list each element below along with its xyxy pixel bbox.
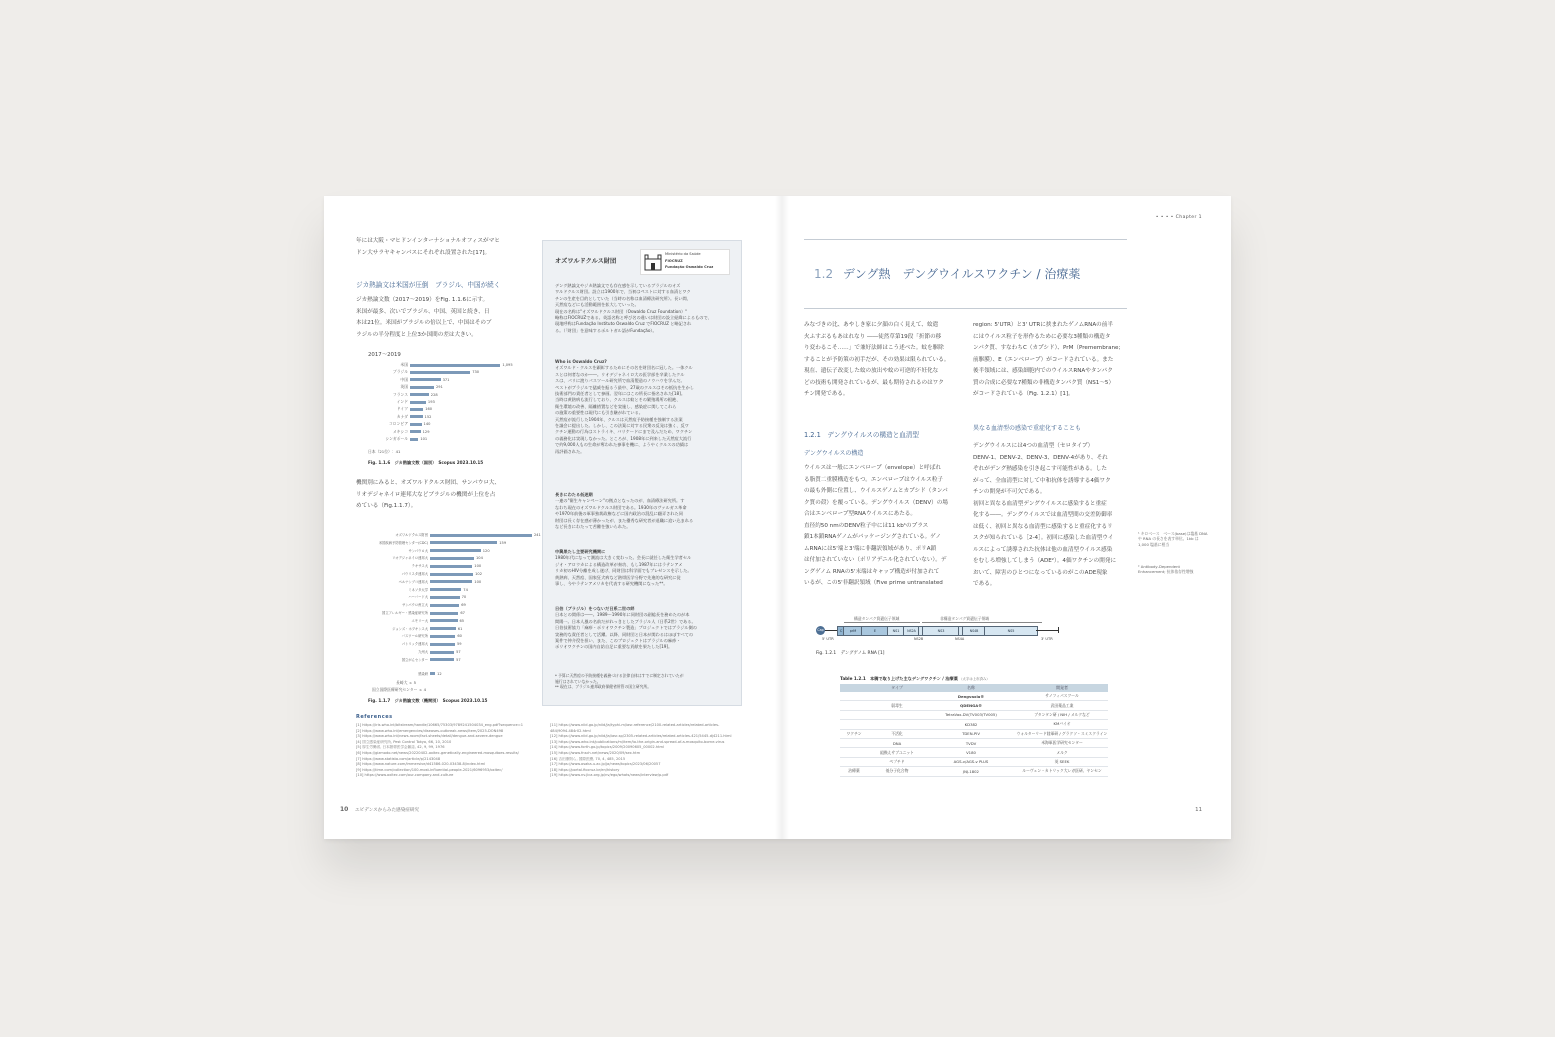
bar-row [356,555,546,561]
bar-label: ペルナンブコ連邦大 [398,579,428,584]
bar-value: 140 [423,422,431,427]
chart-note-1: 長崎大 ｘ 5 [396,680,417,685]
bar [430,541,497,544]
bar [410,430,421,433]
bar [430,627,456,630]
bar-value: 1,095 [502,363,513,367]
bar-row [356,649,546,655]
bar-value: 152 [424,414,432,419]
bar [430,557,474,560]
top-rule [804,239,1127,240]
bar-row [356,406,536,412]
chapter-label: • • • • Chapter 1 [1155,215,1202,220]
bar-row [356,532,546,538]
bar-value: 730 [472,370,480,375]
bar-row [356,594,546,600]
bar-value: 12 [437,671,442,676]
section-heading: ジカ熱論文は米国が圧倒 ブラジル、中国が続く [356,281,501,289]
bar [430,573,473,576]
subsection-heading: 1.2.1 デングウイルスの構造と血清型 [804,431,920,439]
bar-label: コロンビア [389,421,408,427]
bar-label: テキサス大 [411,564,428,569]
bar-value: 228 [430,392,438,397]
table-row: KD382 KMバイオ [840,720,1108,729]
bar [430,619,458,622]
bar-label: カナダ [396,413,408,419]
bar-value: 371 [442,377,450,382]
bar-label: 国立アレルギー・感染症研究所 [382,611,428,615]
footer-book-title: エビデンスからみた感染症研究 [355,808,420,813]
dengue-genome-diagram: 構造タンパク質遺伝子領域 非構造タンパク質遺伝子領域 Cap C prM E NS1 NS2A NS3 NS4B NS5 5' UTR NS2B NS4A 3' UTR Fig. 1.2.1 デングゲノム RNA [1] [816,616,1076,676]
margin-note-ade: ² Antibody-Dependent Enhancement; 抗体依存性増強 [1138,564,1194,575]
fiocruz-column-box [542,240,742,706]
table-row: TetraVax-DV(TV003/TV005) ブタンタン研 / NIH / メルクなど [840,710,1108,719]
box-section-decline: 長きにわたる低迷期 一連の"衛生キャンペーン"の拠点となったのが、血清療法研究所。す なわち現在のオズワルドクルス財団である。1930年のヴァルガス革命 や1970年前後の軍事独裁政権などに国内政治の混乱に翻弄された同 財団は長く存在感が薄かったが、また優秀な研究者が退職に追い込まれる など長きにわたって苦難を強いられた。 [555,492,694,530]
bar-label: 中国 [400,376,408,382]
box-footnotes: * 予算に天然痘の予防接種を義務づける法律自体はすでに制定されていたが 施行はされていなかった。 ** 現在は、ブラジル連邦政府保健省所管の国立研究所。 [555,673,684,690]
bar [410,386,434,389]
bar [410,378,441,381]
bar-row [356,548,546,554]
subsubsection-heading: デングウイルスの構造 [804,450,864,457]
bar-label: ブラジル [392,369,408,375]
bar-row [356,633,546,639]
table-row: ペプチド AGS-v/AGS-v PLUS 英 SEEK [840,757,1108,766]
bar-label: メキシコ [392,428,408,434]
bar [430,672,435,675]
table-row: 組換えサブユニット V180 メルク [840,748,1108,757]
bar-row [356,429,536,435]
bar-value: 59 [456,642,462,647]
bar-value: 101 [420,437,428,441]
serotype-heading: 異なる血清型の感染で重症化することも [973,425,1082,432]
bar-value: 65 [459,618,465,623]
chart-note: 日本（21位）：41 [368,449,401,454]
bar [430,565,472,568]
bar-value: 291 [436,385,443,390]
bar-label: パウリスタ連邦大 [401,572,428,576]
bar-value: 67 [460,611,465,615]
segment-ns3: NS3 [922,626,960,636]
segment-ns1: NS1 [887,626,905,636]
bar-row [356,369,536,375]
bar-label: 感染研 [418,671,428,676]
bar-value: 160 [425,407,433,412]
page-number-left: 10 [340,806,349,813]
bar-value: 69 [461,603,466,608]
bar-value: 241 [533,533,541,537]
serotype-paragraph: デングウイルスには4つの血清型（セロタイプ） DENV-1、DENV-2、DENV-3、DENV-4があり、それ ぞれがデング熱感染を引き起こす可能性がある。した がって、全血清型に対して中和抗体を誘導する4価ワク チンの開発が不可欠である。 初回と異なる血清型デングウイルスに感染すると重症 化する――。デングウイルスでは血清型間の交差防御率 は低く、初回と異なる血清型に感染すると重症化するリ スクが知られている［2-4］。初回に感染した血清型ウイ ルスによって誘導された抗体は他の血清型ウイルス感染 をむしろ増強してしまう（ADE²）。4価ワクチンの開発に おいて、障害のひとつになっているのがこのADE現象 である。 [973,443,1117,587]
paragraph-2: 機関別にみると、オズワルドクルス財団、サンパウロ大、 リオデジャネイロ連邦大などブラジルの機関が上位を占 めている（Fig.1.1.7）。 [356,480,501,509]
bar-label: バスツール研究所 [401,634,428,639]
bar-label: ドイツ [396,406,408,412]
segment-ns2a: NS2A [903,626,920,636]
bar [410,364,500,367]
segment-c: C [837,626,845,636]
box-intro: デング熱論文やジカ熱論文でも存在感を示しているブラジルのオズ ワルドクルス財団。設立は1900年で、当初はペストに対する血清とワク チンの生産を目的としていた（当時の名称は血清療法研究所）。長い間、 天然痘などにも活動範囲を拡大していった。 現在の名称は"オズワルドクルス財団（Oswaldo Cruz Foundation）" 略称はFIOCRUZである。英語名称と呼び名の違いは財団の設立経緯によるもので、 現地呼称はFundação Instituto Oswaldo Cruz でFIOCRUZ と略記され る。（「財団」を意味するポルトガル語がFundação）。 [555,283,712,333]
segment-e: E [861,626,889,636]
bar-row [356,671,546,677]
chart-note-2: 国立国際医療研究センター ｘ 4 [372,687,427,692]
bar-label: ジョンズ・ホプキンス大 [392,626,428,631]
table-row: 治療薬 低分子化合物 JNJ-1802 ルーヴェン・カトリック大レガ医研、ヤンセン [840,767,1108,776]
bar-label: インド [396,399,408,404]
bar-row [356,362,536,368]
table-row: Dengvaxia® サノフィパスツール [840,692,1108,701]
bar-value: 57 [456,657,461,662]
table-row: DNA TVDV 米海軍医学研究センター [840,738,1108,747]
bar-row [356,610,546,616]
box-title: オズワルドクルス財団 [555,258,617,265]
box-section-revival: 中興果たし主要研究機関に 1980年代になって潮流は大きく変わった。会長に就任した衛生学者セル ジオ・アロウカによる構造改革が奏功、もし1987年にはラテンアメ リカ初のHIV分離を成し遂げ、同財団は科学面でもプレゼンスを示した。 黄熱病、天然痘、国家狂犬病など熱帯医学分野で先進的な研究に従 事し、今やラテンアメリカを代表する研究機関になった**。 [555,549,692,587]
title-rule [804,308,1127,309]
bar [430,658,454,661]
box-section-who: Who is Oswaldo Cruz? オズワルド・クルスを顕彰するためにその名を財団名に冠した。一体クル スとは何者なのか――。リオデジャネイロ大の医学部を卒業したクル スは、パリに渡りパスツール研究所で血清製造のノウハウを学んだ。 ペストがブラジルで猛威を振るう最中、27歳のクルスはその抵抗を生かし 技術部門の責任者として参画。翌年にはこの所長に指名された[18]。 当時は黄熱病も流行しており、クルスは蚊とその繁殖場所の根絶、 衛生環境の改善、隔離措置などを実施し、感染症に関してこれら の施策の重要性は現代にも引き継がれている。 天然痘が流行した1904年、クルスは天然痘予防接種を強制する法案 を議会に提出した。しかし、この法案に対する民衆の反発は強く、反ワ クチン運動の行為はストライキ、バリケードにまで及んだため、ワクチン の義務化は実現しなかった。ところが、1908年に到来した天然痘大流行 で約9,000人もの生命が奪われた参事を機に、ようやくクルスの功績は 再評価された。 [555,359,694,454]
references-list-left: [1] https://iris.who.int/bitstream/handle/10665/75303/9789241504034_eng.pdf?sequence=1 [2] https://www.who.int/emergencies/diseases-outbreak-news/item/2025-DON498 [3] https://www.who.int/news-room/fact-sheets/detail/dengue-and-severe-dengue [4] 国立感染症研究所, Pest Control Tokyo, 66, 10, 2010 [5] 厚生労働省, 日本熱帯医学会雑誌, 42, 9, 99, 1976 [6] https://gizmodo.net/news/20220402-oxitec-genetically-engineered-mosquitoes-results/ [7] https://www.statista.com/article/p/2143048 [8] https://www.nature.com/immersive/d41586-020-03438-8/index.html [9] https://time.com/collection/100-most-influential-people-2021/6096953/oxitec/ [10] https://www.oxitec.com/our-company-and-culture [356,723,524,778]
right-page [780,196,1231,839]
bar-row [356,641,546,647]
bar-row [356,436,536,442]
bar-row [356,563,546,569]
institution-bar-chart [356,532,546,712]
bar-value: 57 [456,650,461,654]
segment-ns5: NS5 [984,626,1038,636]
bar-value: 61 [457,626,463,631]
bar [430,596,460,599]
bar-value: 100 [474,564,482,569]
bar-label: パトリック連邦大 [401,642,428,647]
bar [430,588,461,591]
bar-label: 米国疾病予防管理センター(CDC) [378,540,428,545]
bar-row [356,399,536,405]
section-title: 1.2 デング熱 デングウイルスワクチン / 治療薬 [814,267,1081,281]
bar-label: エモリー大 [411,618,428,623]
margin-note-kb: ¹ キロベース ベース(base)は塩基 DNA や RNA の長さを表す単位。1kb は 1,000 塩基に相当 [1138,531,1208,547]
chart-caption: Fig. 1.1.7 ジカ熱論文数（機関別） Scopus 2023.10.15 [368,698,488,703]
cap-marker: Cap [816,626,825,635]
vaccine-table: Table 1.2.1 本稿で取り上げた主なデングワクチン / 治療薬 （太字は上市済み） タイプ 名称 開発者 Dengvaxia® サノフィパスツール 弱毒生 QDENGA® 武田薬品工業 TetraVax-DV(TV003/TV005) ブタンタン研 / NIH / メルクなど KD382 KMバイオ ワクチン 不活化 TDEN-PIV ウォルターリード陸軍研 / グラクソ・スミスクライン DNA TVDV 米海軍医学研究センター 組換えサブユニット V180 メルク ペプチド AGS-v/AGS-v PLUS 英 SEEK 治療薬 低分子化合物 JNJ-1802 ルーヴェン・カトリック大レガ医研、ヤンセン [840,676,1108,777]
bar-row [356,587,546,593]
intro-text: 年には大阪・マヒドンインターナショナルオフィスがマヒ ドン大サラヤキャンパスにそれぞれ設置された[17]。 [356,238,500,256]
vaccine-table-grid: タイプ 名称 開発者 Dengvaxia® サノフィパスツール 弱毒生 QDENGA® 武田薬品工業 TetraVax-DV(TV003/TV005) ブタンタン研 / NIH / メルクなど KD382 KMバイオ ワクチン 不活化 TDEN-PIV ウォルターリード陸軍研 / グラクソ・スミスクライン DNA TVDV 米海軍医学研究センター 組換えサブユニット V180 メルク ペプチド AGS-v/AGS-v PLUS 英 SEEK 治療薬 低分子化合物 JNJ-1802 ルーヴェン・カトリック大レガ医研、ヤンセン [840,684,1108,777]
bar-label: 九州大 [418,650,428,654]
bar-label: シンガポール [385,436,408,441]
bar-value: 129 [422,429,430,434]
bar-row [356,618,546,624]
chart-caption: Fig. 1.1.6 ジカ熱論文数（国別） Scopus 2023.10.15 [368,460,484,465]
bar-label: 国立がんセンター [401,657,428,662]
bar [410,371,470,374]
bar-label: ミネソタ大学 [408,587,428,592]
bar-value: 159 [499,540,507,545]
bar [410,393,429,396]
bar [410,401,426,404]
bar-value: 120 [482,548,490,553]
bar [430,651,454,654]
bar-label: リオデジャネイロ連邦大 [391,556,428,561]
bar-value: 193 [427,400,435,404]
bar-label: 英国 [400,384,408,390]
bar-label: サンパウロ大 [408,548,428,553]
bar-row [356,377,536,383]
left-page [324,196,779,839]
genome-caption: Fig. 1.2.1 デングゲノム RNA [1] [816,651,885,656]
box-section-japan: 日伯（ブラジル）をつないだ日系二世の絆 日本との関係は――。1989～1990年に同財団の副総長を務めたのが本 間陽一。日本人風の名前だがれっきとしたブラジル人（日系2世）である。 日伯技術協力「麻疹・ポリオワクチン製造」プロジェクトではブラジル側の 実務的な責任者として活躍。以降、同財団と日本が関わるはほぼすべての 案件で仲介役を担い、また、このプロジェクトはブラジルの麻疹・ ポリオワクチンの国内自給自足に重要な貢献を果たした[19]。 [555,606,697,650]
bar-row [356,602,546,608]
bar [430,643,455,646]
page-number-right: 11 [1195,807,1202,813]
bar-value: 60 [457,634,462,639]
bar-row [356,392,536,398]
bar [430,580,472,583]
bar-value: 74 [463,587,468,592]
bar-row [356,626,546,632]
bar [430,612,458,615]
bar [410,423,422,426]
fiocruz-logo: Ministério da Saúde FIOCRUZ Fundação Oswaldo Cruz [640,249,730,275]
bar-label: ハーバード大 [408,595,428,600]
book-spread [324,196,1231,839]
bar [430,635,455,638]
bar-row [356,421,536,427]
bar [410,438,418,441]
bar [430,549,481,552]
bar [410,415,423,418]
bar-row [356,540,546,546]
paragraph-1: ジカ熱論文数（2017～2019）をFig. 1.1.6に示す。 米国が最多、次いでブラジル、中国、英国と続き、日 本は21位。米国がブラジルの倍以上で、中国はそのブ ラジルの半分程度と上位3か国間の差は大きい。 [356,297,492,338]
bar-value: 100 [474,579,482,584]
segment-prm: prM [843,626,863,636]
references-list-mid: [11] https://www.niid.go.jp/niid/ja/typhi-m/iasr-reference/2100-related-articles/related-articles- 484/9094-484r02.html [12] https://www.niid.go.jp/niid/ja/iasr-sp/2305-related-articles/related-articles-421/5445-dj4211.html [13] https://www.who.int/publications/m/item/to-the-origin-and-spread-of-a-mosquito-borne-virus [14] https://www.forth.go.jp/topics/2009/20090605_00002.html [15] https://www.fnsch.net/news/2020/09/sex.htm [16] 吉田康則ら, 国際医療, 70, 4, 485, 2015 [17] https://www.osaka-u.ac.jp/ja/news/topics/2023/06/20057 [18] https://portal.fiocruz.br/en/history [19] https://www.nv.jica.org.jp/nv/ego/whats/news/interview/p.pdf [550,723,732,778]
bar-label: フランス [392,391,408,397]
body-left-column: ウイルスは一般にエンベロープ（envelope）と呼ばれ る脂質二重膜構造をもつ。エンベロープはウイルス粒子 の最も外側に位置し、ウイルスゲノムとカプシド（タンパ ク質の殻）を覆っている。デングウイルス（DENV）の場 合はエンベロープ型RNAウイルスにあたる。 直径約50 nmのDENV粒子中には11 kb¹のプラス 鎖1本鎖RNAゲノムがパッケージングされている。ゲノ ムRNAには5'端と3'端に非翻訳領域があり、ポリA鎖 は付加されていない（ポリアデニル化されていない）。デ ングゲノム RNAの5'末端はキャップ構造が付加されて いるが、この5'非翻訳領域（Five prime untranslated [804,465,948,586]
bar-value: 104 [476,556,483,561]
country-bar-chart [356,350,536,470]
bar-value: 102 [475,572,482,576]
bar-label: 米国 [400,362,408,367]
bar-label: オズワルドクルス財団 [395,533,428,537]
segment-ns4b: NS4B [962,626,986,636]
bar-row [356,579,546,585]
references-title: References [356,714,393,720]
body-right-column: region: 5'UTR）と3' UTRに挟まれたゲノムRNAの前半 にはウイルス粒子を形作るために必要な3種類の構造タ ンパク質、すなわちC（カプシド）、PrM（Premembrane; 前駆膜）、E（エンベロープ）がコードされている。また 後半領域には、感染細胞内でのウイルスRNAやタンパク 質の合成に必要な7種類の非構造タンパク質（NS1～5） がコードされている（Fig. 1.2.1）[1]。 [973,322,1121,397]
bar-row [356,414,536,420]
bar [430,604,459,607]
bar-row [356,657,546,663]
bar-row [356,571,546,577]
bar [410,408,423,411]
castle-icon [644,253,662,271]
bar-row [356,384,536,390]
intro-paragraph: みなづきの比、あやしき家に夕顔の白く見えて、蚊遣 火ふすぶるもあはれなり ――徒然草第19段「折節の移 り変わるこそ……」で兼好法師はこう述べた。蚊を駆除 することが予防策の初手だが、その効果は限られている。 現在、遺伝子改変した蚊の放出や蚊の可逆的不妊化な どの技術も開発されているが、最も期待されるのはワク チン開発である。 [804,322,950,397]
table-row: 弱毒生 QDENGA® 武田薬品工業 [840,701,1108,710]
bar-label: サンパウロ州立大 [402,603,428,608]
table-row: ワクチン 不活化 TDEN-PIV ウォルターリード陸軍研 / グラクソ・スミスクライン [840,729,1108,738]
bar-value: 70 [461,595,467,600]
chart-title: 2017～2019 [368,352,401,358]
bar [430,534,532,537]
